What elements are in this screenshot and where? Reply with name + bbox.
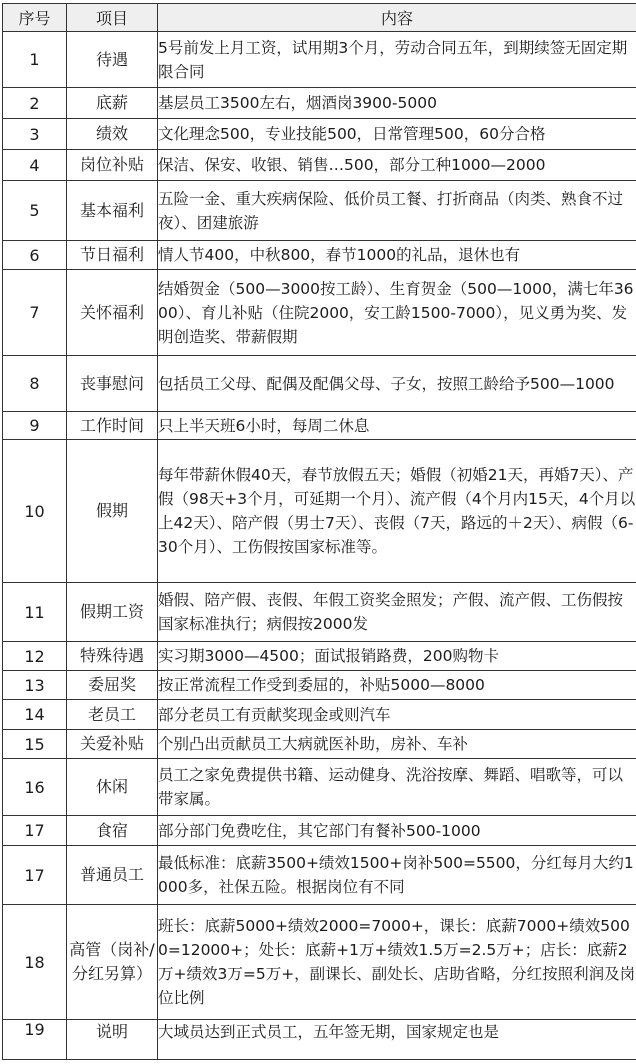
table-row bbox=[3, 241, 636, 270]
row-item: 工作时间 bbox=[67, 412, 158, 440]
row-number: 15 bbox=[3, 730, 67, 759]
row-number: 4 bbox=[3, 150, 67, 181]
row-content: 情人节400，中秋800，春节1000的礼品，退休也有 bbox=[158, 241, 636, 270]
row-content: 结婚贺金（500—3000按工龄）、生育贺金（500—1000，满七年3600）、育儿补贴（住院2000，安工龄1500-7000），见义勇为奖、发明创造奖、带薪假期 bbox=[158, 270, 636, 356]
row-number: 17 bbox=[3, 816, 67, 846]
table-row bbox=[3, 270, 636, 356]
table-row bbox=[3, 32, 636, 88]
table-row bbox=[3, 119, 636, 150]
row-number: 11 bbox=[3, 583, 67, 642]
table-row bbox=[3, 671, 636, 700]
table-row bbox=[3, 642, 636, 671]
row-item: 节日福利 bbox=[67, 241, 158, 270]
row-number: 19 bbox=[3, 1020, 67, 1060]
header-item: 项目 bbox=[67, 4, 158, 32]
row-content: 包括员工父母、配偶及配偶父母、子女，按照工龄给予500—1000 bbox=[158, 356, 636, 412]
table-row bbox=[3, 88, 636, 119]
row-number: 17 bbox=[3, 846, 67, 905]
row-content: 班长：底薪5000+绩效2000=7000+，课长：底薪7000+绩效5000=12000+；处长：底薪+1万+绩效1.5万=2.5万+；店长：底薪2万+绩效3万=5万+，副课长、副处长、店助省略，分红按照利润及岗位比例 bbox=[158, 905, 636, 1020]
row-content: 部分部门免费吃住，其它部门有餐补500-1000 bbox=[158, 816, 636, 846]
row-item: 普通员工 bbox=[67, 846, 158, 905]
table-row bbox=[3, 181, 636, 241]
row-item: 老员工 bbox=[67, 700, 158, 730]
table-row bbox=[3, 730, 636, 759]
row-content: 部分老员工有贡献奖现金或则汽车 bbox=[158, 700, 636, 730]
row-content: 基层员工3500左右，烟酒岗3900-5000 bbox=[158, 88, 636, 119]
header-content: 内容 bbox=[158, 4, 636, 32]
row-number: 5 bbox=[3, 181, 67, 241]
row-item: 底薪 bbox=[67, 88, 158, 119]
table-row bbox=[3, 440, 636, 583]
row-item: 食宿 bbox=[67, 816, 158, 846]
row-number: 2 bbox=[3, 88, 67, 119]
table-row bbox=[3, 583, 636, 642]
row-number: 16 bbox=[3, 759, 67, 816]
row-number: 6 bbox=[3, 241, 67, 270]
table-header-row bbox=[3, 4, 636, 32]
header-no: 序号 bbox=[3, 4, 67, 32]
row-content: 个别凸出贡献员工大病就医补助，房补、车补 bbox=[158, 730, 636, 759]
row-number: 8 bbox=[3, 356, 67, 412]
row-number: 1 bbox=[3, 32, 67, 88]
row-content: 实习期3000—4500；面试报销路费，200购物卡 bbox=[158, 642, 636, 671]
row-number: 18 bbox=[3, 905, 67, 1020]
table-row bbox=[3, 905, 636, 1020]
row-content: 文化理念500，专业技能500，日常管理500，60分合格 bbox=[158, 119, 636, 150]
row-item: 绩效 bbox=[67, 119, 158, 150]
table-row bbox=[3, 1020, 636, 1060]
table-row bbox=[3, 816, 636, 846]
row-item: 基本福利 bbox=[67, 181, 158, 241]
table-row bbox=[3, 412, 636, 440]
table-row bbox=[3, 356, 636, 412]
row-content: 五险一金、重大疾病保险、低价员工餐、打折商品（肉类、熟食不过夜）、团建旅游 bbox=[158, 181, 636, 241]
table-row bbox=[3, 150, 636, 181]
row-content: 大域员达到正式员工，五年签无期，国家规定也是 bbox=[158, 1020, 636, 1060]
row-content: 员工之家免费提供书籍、运动健身、洗浴按摩、舞蹈、唱歌等，可以带家属。 bbox=[158, 759, 636, 816]
row-item: 待遇 bbox=[67, 32, 158, 88]
row-number: 14 bbox=[3, 700, 67, 730]
row-content: 婚假、陪产假、丧假、年假工资奖金照发；产假、流产假、工伤假按国家标准执行；病假按2000发 bbox=[158, 583, 636, 642]
row-item: 说明 bbox=[67, 1020, 158, 1060]
table-row bbox=[3, 700, 636, 730]
row-content: 每年带薪休假40天，春节放假五天；婚假（初婚21天，再婚7天）、产假（98天+3个月，可延期一个月）、流产假（4个月内15天，4个月以上42天）、陪产假（男士7天）、丧假（7天，路远的＋2天）、病假（6-30个月）、工伤假按国家标准等。 bbox=[158, 440, 636, 583]
row-item: 特殊待遇 bbox=[67, 642, 158, 671]
row-number: 10 bbox=[3, 440, 67, 583]
row-content: 5号前发上月工资，试用期3个月，劳动合同五年，到期续签无固定期限合同 bbox=[158, 32, 636, 88]
row-item: 岗位补贴 bbox=[67, 150, 158, 181]
row-number: 13 bbox=[3, 671, 67, 700]
row-number: 3 bbox=[3, 119, 67, 150]
row-content: 保洁、保安、收银、销售…500，部分工种1000—2000 bbox=[158, 150, 636, 181]
row-item: 休闲 bbox=[67, 759, 158, 816]
table-row bbox=[3, 846, 636, 905]
row-number: 9 bbox=[3, 412, 67, 440]
row-content: 最低标准：底薪3500+绩效1500+岗补500=5500，分红每月大约1000多，社保五险。根据岗位有不同 bbox=[158, 846, 636, 905]
table-row bbox=[3, 759, 636, 816]
row-item: 委屈奖 bbox=[67, 671, 158, 700]
row-item: 关怀福利 bbox=[67, 270, 158, 356]
benefits-table bbox=[2, 3, 636, 1060]
row-number: 12 bbox=[3, 642, 67, 671]
row-content: 按正常流程工作受到委屈的，补贴5000—8000 bbox=[158, 671, 636, 700]
row-number: 7 bbox=[3, 270, 67, 356]
row-item: 丧事慰问 bbox=[67, 356, 158, 412]
row-item: 高管（岗补/分红另算） bbox=[67, 905, 158, 1020]
row-item: 假期 bbox=[67, 440, 158, 583]
row-item: 假期工资 bbox=[67, 583, 158, 642]
row-content: 只上半天班6小时，每周二休息 bbox=[158, 412, 636, 440]
row-item: 关爱补贴 bbox=[67, 730, 158, 759]
